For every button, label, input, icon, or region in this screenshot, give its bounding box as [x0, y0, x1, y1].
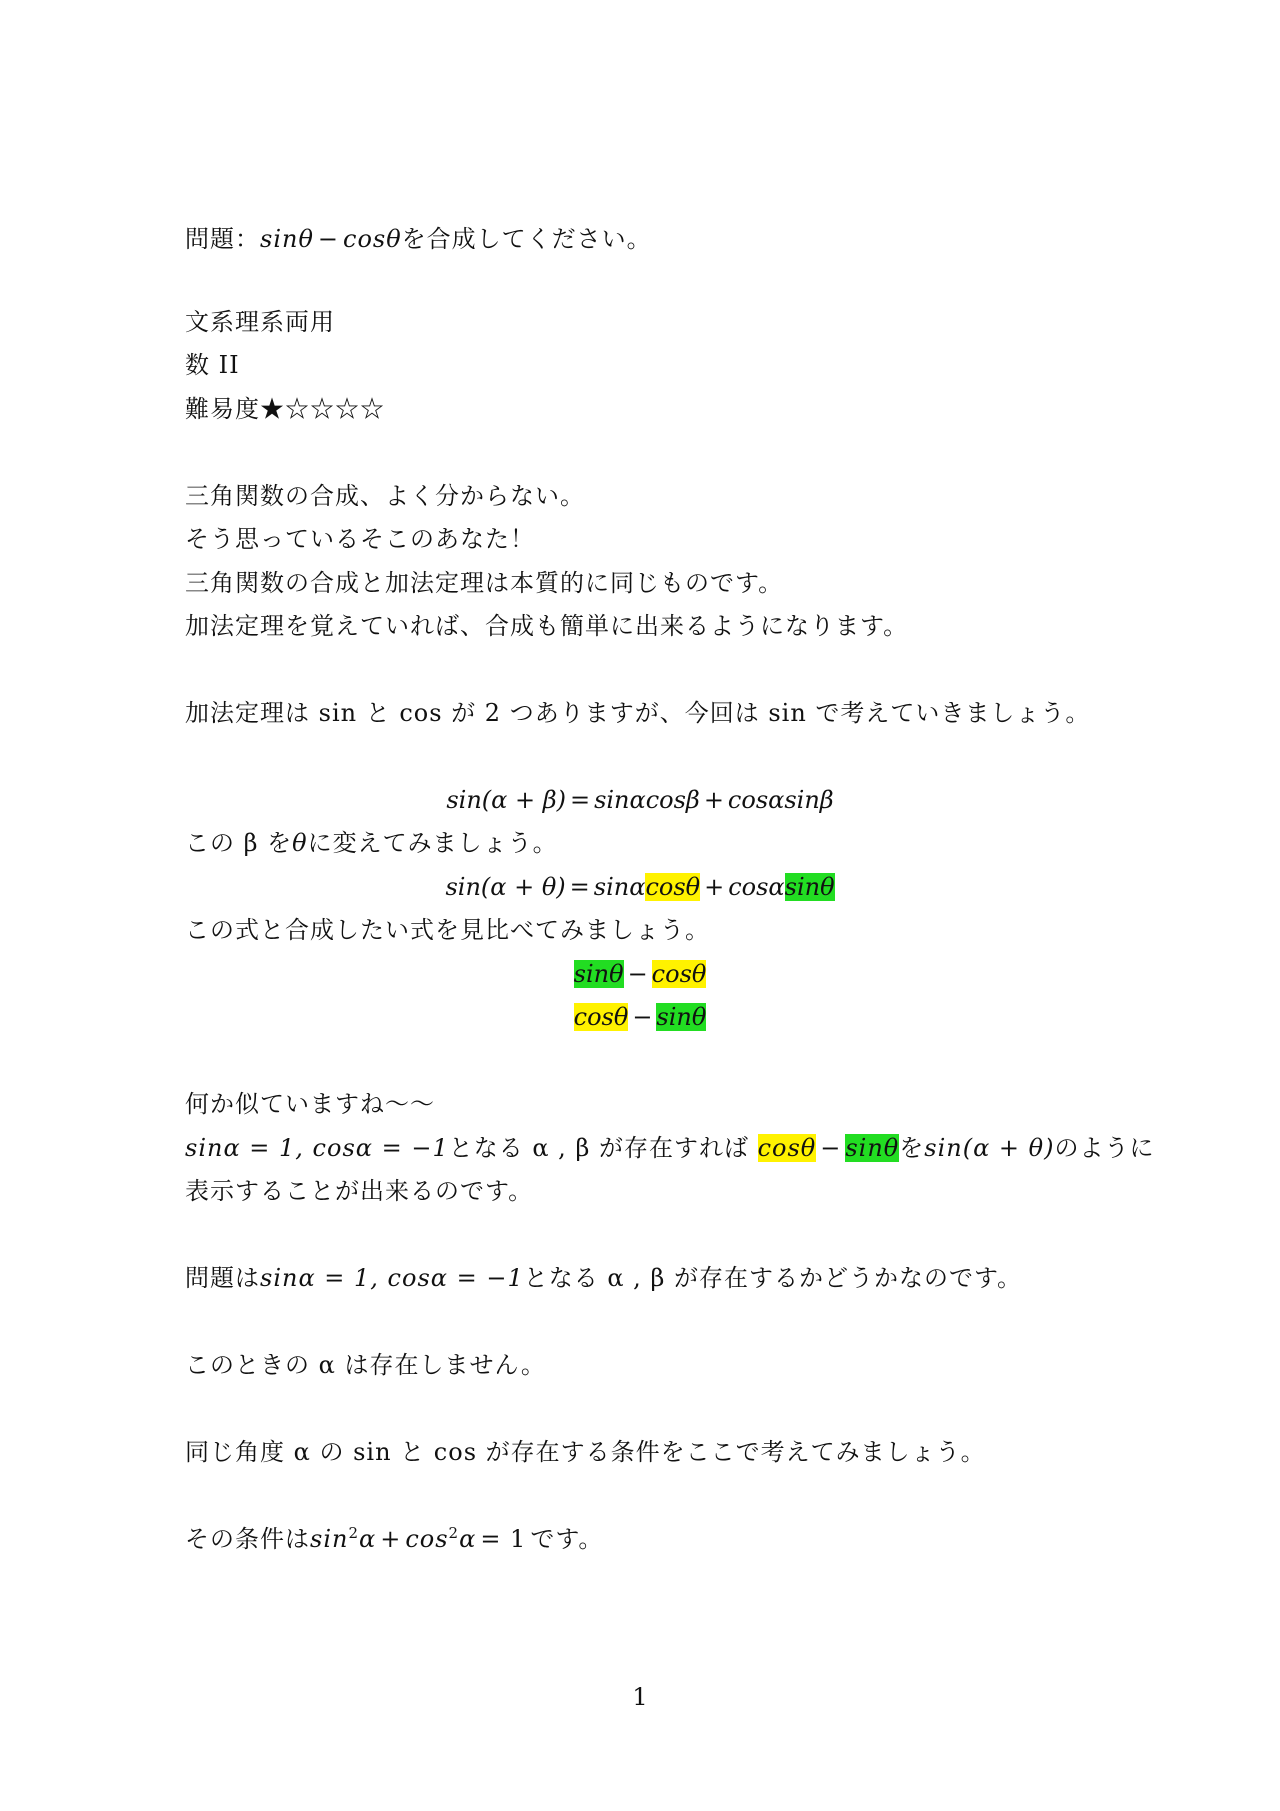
problem-expr-b: cosθ	[343, 225, 402, 253]
substitute-theta: θ	[292, 829, 308, 857]
substitute-prefix: この β を	[185, 829, 293, 857]
question-prefix: 問題は	[185, 1264, 260, 1292]
problem-expr-a: sinθ	[260, 225, 314, 253]
formula2-term1b-highlight: cosθ	[645, 873, 701, 901]
identity-sin: sin	[310, 1525, 349, 1553]
identity-exp2: 2	[448, 1524, 460, 1542]
condition-text3: のように	[1054, 1134, 1155, 1162]
consider-line: 同じ角度 α の sin と cos が存在する条件をここで考えてみましょう。	[185, 1438, 986, 1466]
condition-expr2: sin(α + θ)	[924, 1134, 1055, 1162]
compare2-a-highlight: cosθ	[573, 1003, 629, 1031]
condition-hl-b: sinθ	[845, 1134, 900, 1162]
identity-cos: cos	[405, 1525, 449, 1553]
problem-statement	[185, 222, 652, 256]
condition-text2: を	[899, 1134, 925, 1162]
condition-line-1	[185, 1131, 1154, 1165]
identity-eq: = 1	[480, 1525, 527, 1553]
subject-label: 数 II	[185, 351, 240, 379]
intro-line-3: 三角関数の合成と加法定理は本質的に同じものです。	[185, 569, 784, 597]
condition-text1: となる α , β が存在すれば	[448, 1134, 758, 1162]
compare1-b-highlight: cosθ	[651, 960, 707, 988]
compare2-minus: −	[632, 1003, 653, 1031]
identity-alpha2: α	[459, 1525, 477, 1553]
formula2-term1a: sinα	[593, 873, 646, 901]
condition-minus: −	[820, 1134, 842, 1162]
question-line	[185, 1261, 1022, 1295]
category-label: 文系理系両用	[185, 308, 335, 336]
compare2-b-highlight: sinθ	[656, 1003, 707, 1031]
identity-line	[185, 1522, 603, 1556]
identity-prefix: その条件は	[185, 1525, 310, 1553]
formula1-term2: cosαsinβ	[727, 786, 834, 814]
problem-suffix: を合成してください。	[401, 225, 652, 253]
formula2-plus: +	[704, 873, 725, 901]
formula2-eq: =	[569, 873, 590, 901]
intro-line-2: そう思っているそこのあなた！	[185, 525, 535, 553]
page-number: 1	[632, 1683, 648, 1711]
identity-alpha1: α	[359, 1525, 377, 1553]
question-expr: sinα = 1, cosα = −1	[260, 1264, 524, 1292]
compare-instruction: この式と合成したい式を見比べてみましょう。	[185, 916, 710, 944]
compare-expression-1	[0, 957, 1280, 991]
addition-formula	[0, 783, 1280, 817]
formula1-lhs: sin(α + β)	[446, 786, 566, 814]
question-suffix: となる α , β が存在するかどうかなのです。	[523, 1264, 1023, 1292]
compare1-a-highlight: sinθ	[573, 960, 624, 988]
difficulty-label: 難易度★☆☆☆☆	[185, 395, 385, 423]
substitute-suffix: に変えてみましょう。	[307, 829, 558, 857]
problem-minus: −	[317, 225, 340, 253]
not-exist-line: このときの α は存在しません。	[185, 1351, 546, 1379]
problem-prefix: 問題：	[185, 225, 260, 253]
identity-suffix: です。	[530, 1525, 604, 1553]
formula1-term1: sinαcosβ	[594, 786, 700, 814]
identity-exp1: 2	[348, 1524, 359, 1542]
compare1-minus: −	[627, 960, 648, 988]
substituted-formula	[0, 870, 1280, 904]
condition-expr: sinα = 1, cosα = −1	[185, 1134, 449, 1162]
formula1-eq: =	[569, 786, 591, 814]
condition-hl-a: cosθ	[757, 1134, 817, 1162]
intro-line-1: 三角関数の合成、よく分からない。	[185, 482, 585, 510]
formula2-term2a: cosα	[728, 873, 785, 901]
identity-plus: +	[380, 1525, 402, 1553]
addition-theorem-note: 加法定理は sin と cos が 2 つありますが、今回は sin で考えていきましょう。	[185, 699, 1091, 727]
similar-remark: 何か似ていますね〜〜	[185, 1090, 435, 1118]
formula1-plus: +	[703, 786, 724, 814]
intro-line-4: 加法定理を覚えていれば、合成も簡単に出来るようになります。	[185, 612, 909, 640]
compare-expression-2	[0, 1000, 1280, 1034]
condition-line-2: 表示することが出来るのです。	[185, 1177, 534, 1205]
formula2-lhs: sin(α + θ)	[445, 873, 566, 901]
substitute-instruction	[185, 826, 558, 860]
formula2-term2b-highlight: sinθ	[784, 873, 835, 901]
